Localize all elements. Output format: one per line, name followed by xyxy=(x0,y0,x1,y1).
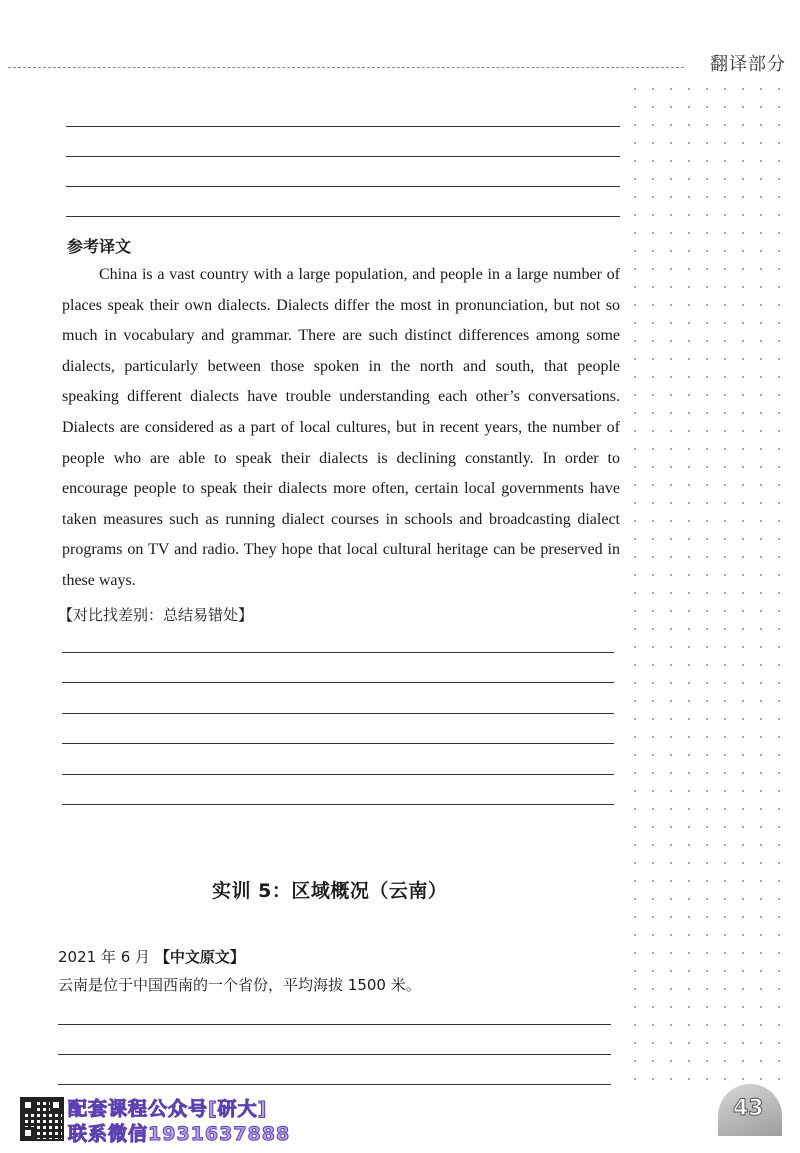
promo-line-1: 配套课程公众号[研大] xyxy=(68,1098,268,1120)
source-label xyxy=(58,946,245,967)
qr-code-icon xyxy=(20,1097,64,1141)
notes-line xyxy=(62,652,614,653)
notes-line xyxy=(62,743,614,744)
notes-line xyxy=(62,713,614,714)
answer-line xyxy=(58,1054,611,1055)
answer-line xyxy=(66,216,620,217)
notes-line xyxy=(62,774,614,775)
compare-label: 【对比找差别：总结易错处】 xyxy=(58,606,254,624)
header-rule xyxy=(8,67,684,68)
reference-translation: China is a vast country with a large population, and people in a large number of places speak their own dialects. Dialects differ the most in pronunciation, but not so much in vocabulary and grammar. There are such distinct differences among some dialects, particularly between those spoken in the north and south, that people speaking different dialects have trouble understanding each other’s conversations. Dialects are considered as a part of local cultures, but in recent years, the number of people who are able to speak their dialects is declining constantly. In order to encourage people to speak their dialects more often, certain local governments have taken measures such as running dialect courses in schools and broadcasting dialect programs on TV and radio. They hope that local cultural heritage can be preserved in these ways. xyxy=(62,266,620,589)
margin-dot-grid xyxy=(626,80,790,1090)
source-tag: 【中文原文】 xyxy=(154,948,245,966)
page-number: 43 xyxy=(733,1096,764,1121)
answer-line xyxy=(66,126,620,127)
answer-line xyxy=(66,186,620,187)
answer-line xyxy=(66,156,620,157)
promo-line-2: 联系微信1931637888 xyxy=(68,1123,291,1145)
lesson-title: 实训 5：区域概况（云南） xyxy=(212,880,448,902)
notes-line xyxy=(62,804,614,805)
answer-line xyxy=(58,1084,611,1085)
exam-date: 2021 年 6 月 xyxy=(58,948,151,966)
section-header: 翻译部分 xyxy=(710,54,786,75)
notes-line xyxy=(62,682,614,683)
answer-line xyxy=(58,1024,611,1025)
source-text: 云南是位于中国西南的一个省份，平均海拔 1500 米。 xyxy=(58,976,421,994)
reference-heading: 参考译文 xyxy=(67,237,132,256)
